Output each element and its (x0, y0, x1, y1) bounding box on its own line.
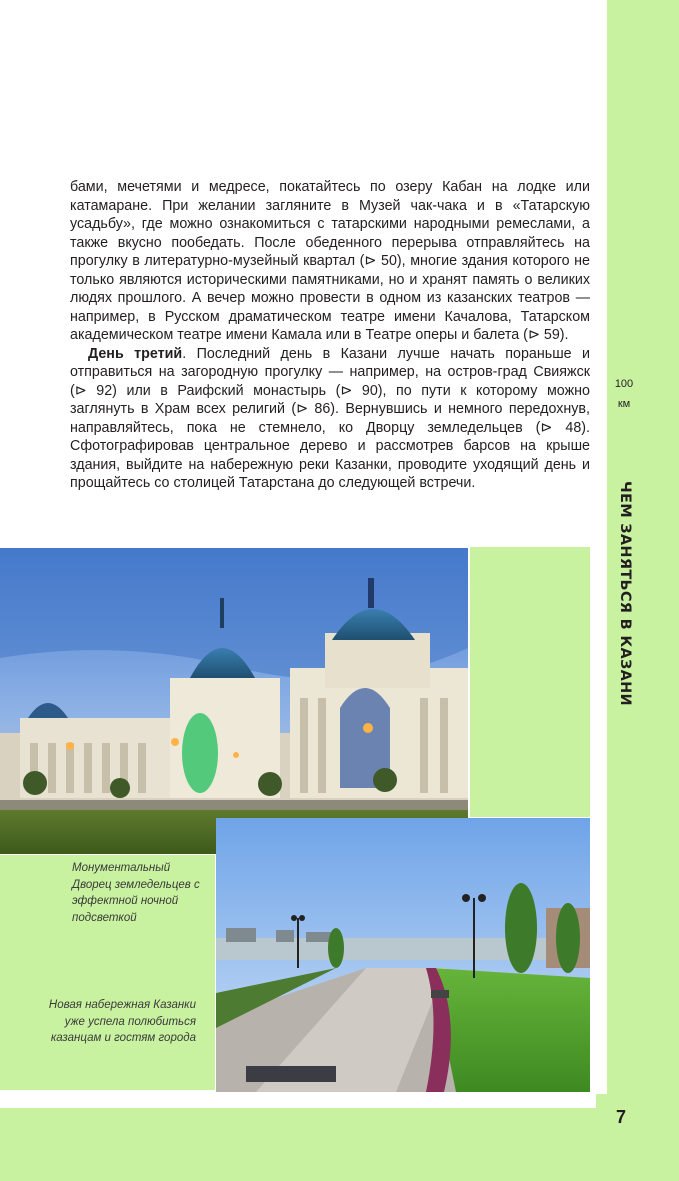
paragraph-2-text: . Последний день в Казани лучше начать пораньше и отправиться на загородную прогулку — например, на остров-град Свияжск (⊳ 92) или в Раифский монастырь (⊳ 90), по пути к которому можно заглянуть в Храм всех религий (⊳ 86). Вернувшись и немного передохнув, направляйтесь, пока не стемнело, ко Дворцу земледельцев (⊳ 48). Сфотографировав центральное дерево и рассмотрев барсов на крыше здания, выйдите на набережную реки Казанки, проводите уходящий день и прощайтесь со столицей Татарстана до следующей встречи. (70, 345, 590, 491)
palace-photo (0, 548, 468, 854)
bottom-band (0, 1108, 607, 1181)
distance-value: 100 (614, 378, 634, 390)
page-number-box (596, 1094, 679, 1181)
embankment-photo (216, 818, 590, 1092)
distance-unit: км (617, 398, 631, 410)
section-title: ЧЕМ ЗАНЯТЬСЯ В КАЗАНИ (617, 480, 633, 706)
paragraph-2 (70, 345, 590, 493)
page-number: 7 (616, 1107, 627, 1127)
body-text (70, 178, 590, 493)
photo-side-panel (470, 547, 590, 817)
embankment-photo-caption: Новая набережная Казанки уже успела полюбиться казанцам и гостям города (48, 999, 196, 1044)
paragraph-1: бами, мечетями и медресе, покатайтесь по озеру Кабан на лодке или катамаране. При желании загляните в Музей чак-чака и в «Татарскую усадьбу», где можно ознакомиться с татарскими народными ремеслами, а также вкусно пообедать. После обеденного перерыва отправляйтесь на прогулку в литературно-музейный квартал (⊳ 50), многие здания которого не только являются историческими памятниками, но и хранят память о великих людях прошлого. А вечер можно провести в одном из казанских театров — например, в Русском драматическом театре имени Качалова, Татарском академическом театре имени Камала или в Театре оперы и балета (⊳ 59). (70, 179, 590, 343)
day-heading: День третий (88, 345, 183, 362)
distance-marker (607, 374, 641, 414)
palace-photo-caption: Монументальный Дворец земледельцев с эффектной ночной подсветкой (72, 862, 200, 924)
